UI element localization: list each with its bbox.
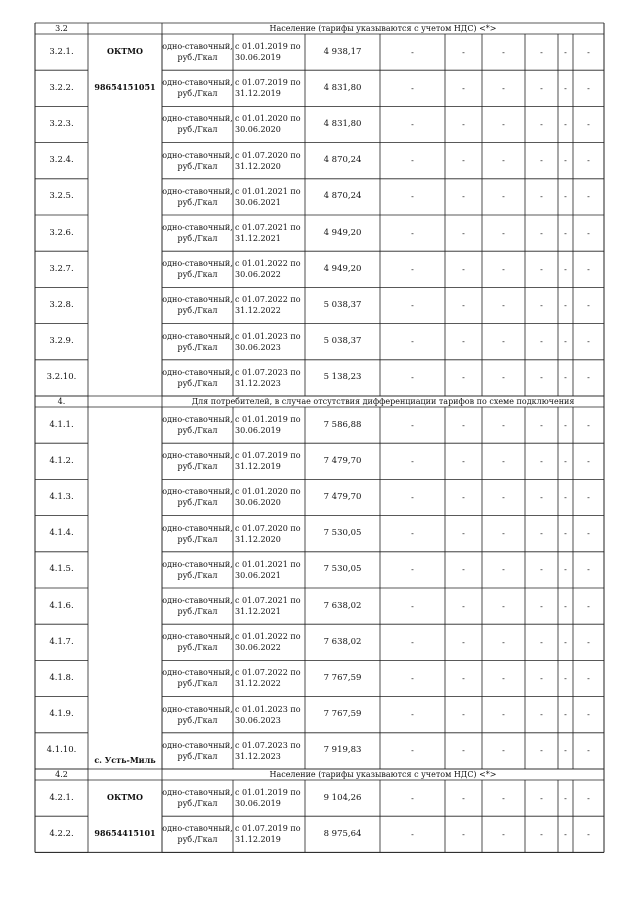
row-number: 3.2.7. (49, 263, 74, 274)
empty-value-dash: - (411, 829, 414, 839)
unit-label: одно-ставочный, руб./Гкал (162, 632, 233, 653)
empty-value-dash: - (502, 373, 505, 383)
empty-value-dash: - (411, 83, 414, 93)
empty-value-dash: - (411, 710, 414, 720)
empty-value-dash: - (462, 746, 465, 756)
empty-value-dash: - (540, 47, 543, 57)
empty-value-dash: - (462, 529, 465, 539)
oktmo-label: ОКТМО (106, 791, 144, 802)
empty-value-dash: - (502, 492, 505, 502)
empty-value-dash: - (587, 119, 590, 129)
empty-value-dash: - (411, 420, 414, 430)
empty-value-dash: - (540, 264, 543, 274)
unit-label: одно-ставочный, руб./Гкал (162, 331, 233, 352)
empty-value-dash: - (564, 673, 567, 683)
empty-value-dash: - (502, 456, 505, 466)
unit-label: одно-ставочный, руб./Гкал (162, 451, 233, 472)
empty-value-dash: - (411, 637, 414, 647)
period-range: с 01.01.2021 по 30.06.2021 (235, 559, 301, 580)
unit-label: одно-ставочный, руб./Гкал (162, 78, 233, 99)
row-number: 4.1.1. (49, 419, 74, 430)
oktmo-label: ОКТМО (106, 45, 144, 56)
empty-value-dash: - (564, 829, 567, 839)
empty-value-dash: - (564, 456, 567, 466)
empty-value-dash: - (587, 746, 590, 756)
empty-value-dash: - (540, 300, 543, 310)
empty-value-dash: - (564, 793, 567, 803)
section-heading: Для потребителей, в случае отсутствия дифференциации тарифов по схеме подключения (191, 397, 575, 406)
period-range: с 01.01.2020 по 30.06.2020 (235, 114, 301, 135)
tariff-value: 4 870,24 (323, 191, 362, 202)
empty-value-dash: - (587, 373, 590, 383)
empty-value-dash: - (411, 300, 414, 310)
unit-label: одно-ставочный, руб./Гкал (162, 42, 233, 63)
tariff-value: 5 038,37 (323, 299, 362, 310)
empty-value-dash: - (540, 492, 543, 502)
empty-value-dash: - (502, 264, 505, 274)
tariff-value: 4 870,24 (323, 155, 362, 166)
row-number: 3.2.10. (46, 372, 77, 383)
unit-label: одно-ставочный, руб./Гкал (162, 223, 233, 244)
tariff-value: 9 104,26 (323, 792, 362, 803)
tariff-value: 7 479,70 (323, 491, 362, 502)
empty-value-dash: - (564, 264, 567, 274)
empty-value-dash: - (462, 47, 465, 57)
tariff-value: 4 831,80 (323, 118, 362, 129)
tariff-value: 7 638,02 (323, 636, 362, 647)
period-range: с 01.07.2022 по 31.12.2022 (235, 668, 301, 689)
empty-value-dash: - (462, 710, 465, 720)
unit-label: одно-ставочный, руб./Гкал (162, 295, 233, 316)
empty-value-dash: - (540, 710, 543, 720)
period-range: с 01.01.2023 по 30.06.2023 (235, 704, 301, 725)
empty-value-dash: - (540, 673, 543, 683)
empty-value-dash: - (540, 420, 543, 430)
period-range: с 01.07.2023 по 31.12.2023 (235, 367, 301, 388)
tariff-value: 4 949,20 (323, 227, 362, 238)
empty-value-dash: - (587, 192, 590, 202)
row-number: 4.1.6. (49, 600, 74, 611)
row-number: 3.2.5. (49, 191, 74, 202)
empty-value-dash: - (540, 337, 543, 347)
empty-value-dash: - (587, 47, 590, 57)
empty-value-dash: - (540, 746, 543, 756)
unit-label: одно-ставочный, руб./Гкал (162, 367, 233, 388)
empty-value-dash: - (564, 601, 567, 611)
unit-label: одно-ставочный, руб./Гкал (162, 740, 233, 761)
empty-value-dash: - (564, 300, 567, 310)
empty-value-dash: - (564, 373, 567, 383)
empty-value-dash: - (411, 529, 414, 539)
empty-value-dash: - (411, 264, 414, 274)
period-range: с 01.07.2019 по 31.12.2019 (235, 824, 301, 845)
section-code: 3.2 (55, 24, 68, 33)
row-number: 4.1.3. (49, 491, 74, 502)
empty-value-dash: - (587, 264, 590, 274)
tariff-value: 7 479,70 (323, 455, 362, 466)
empty-value-dash: - (540, 456, 543, 466)
tariff-value: 4 938,17 (323, 46, 362, 57)
empty-value-dash: - (502, 529, 505, 539)
empty-value-dash: - (587, 710, 590, 720)
empty-value-dash: - (462, 228, 465, 238)
section-code: 4. (57, 397, 66, 406)
tariff-value: 7 638,02 (323, 600, 362, 611)
empty-value-dash: - (411, 492, 414, 502)
section-heading: Население (тарифы указываются с учетом НДС) <*> (269, 770, 497, 779)
empty-value-dash: - (411, 228, 414, 238)
empty-value-dash: - (587, 456, 590, 466)
tariff-value: 7 767,59 (323, 709, 362, 720)
tariff-value: 4 949,20 (323, 263, 362, 274)
period-range: с 01.07.2019 по 31.12.2019 (235, 78, 301, 99)
empty-value-dash: - (462, 793, 465, 803)
empty-value-dash: - (462, 156, 465, 166)
empty-value-dash: - (564, 83, 567, 93)
empty-value-dash: - (564, 637, 567, 647)
row-number: 4.1.5. (49, 564, 74, 575)
empty-value-dash: - (411, 156, 414, 166)
empty-value-dash: - (587, 420, 590, 430)
row-number: 3.2.4. (49, 155, 74, 166)
empty-value-dash: - (411, 192, 414, 202)
row-number: 4.1.9. (49, 709, 74, 720)
empty-value-dash: - (411, 565, 414, 575)
empty-value-dash: - (462, 601, 465, 611)
tariff-value: 7 919,83 (323, 745, 362, 756)
tariff-value: 5 138,23 (323, 372, 362, 383)
empty-value-dash: - (587, 565, 590, 575)
empty-value-dash: - (462, 492, 465, 502)
empty-value-dash: - (540, 228, 543, 238)
empty-value-dash: - (411, 601, 414, 611)
empty-value-dash: - (411, 793, 414, 803)
empty-value-dash: - (540, 373, 543, 383)
period-range: с 01.07.2020 по 31.12.2020 (235, 150, 301, 171)
row-number: 3.2.9. (49, 336, 74, 347)
empty-value-dash: - (540, 637, 543, 647)
period-range: с 01.01.2019 по 30.06.2019 (235, 42, 301, 63)
row-number: 4.2.1. (49, 792, 74, 803)
empty-value-dash: - (462, 192, 465, 202)
period-range: с 01.07.2021 по 31.12.2021 (235, 223, 301, 244)
empty-value-dash: - (502, 710, 505, 720)
empty-value-dash: - (502, 637, 505, 647)
empty-value-dash: - (587, 793, 590, 803)
empty-value-dash: - (564, 337, 567, 347)
tariff-value: 7 530,05 (323, 564, 362, 575)
empty-value-dash: - (564, 47, 567, 57)
empty-value-dash: - (411, 746, 414, 756)
empty-value-dash: - (502, 793, 505, 803)
row-number: 4.1.10. (46, 745, 77, 756)
row-number: 4.2.2. (49, 828, 74, 839)
tariff-value: 4 831,80 (323, 82, 362, 93)
period-range: с 01.01.2020 по 30.06.2020 (235, 487, 301, 508)
unit-label: одно-ставочный, руб./Гкал (162, 186, 233, 207)
empty-value-dash: - (587, 601, 590, 611)
empty-value-dash: - (462, 673, 465, 683)
empty-value-dash: - (587, 300, 590, 310)
row-number: 3.2.3. (49, 118, 74, 129)
empty-value-dash: - (502, 337, 505, 347)
period-range: с 01.07.2023 по 31.12.2023 (235, 740, 301, 761)
period-range: с 01.01.2022 по 30.06.2022 (235, 259, 301, 280)
empty-value-dash: - (411, 47, 414, 57)
empty-value-dash: - (564, 228, 567, 238)
row-number: 3.2.1. (49, 46, 74, 57)
unit-label: одно-ставочный, руб./Гкал (162, 487, 233, 508)
empty-value-dash: - (564, 492, 567, 502)
oktmo-code: 98654415101 (94, 827, 156, 838)
empty-value-dash: - (502, 673, 505, 683)
row-number: 4.1.7. (49, 636, 74, 647)
empty-value-dash: - (462, 337, 465, 347)
empty-value-dash: - (587, 492, 590, 502)
unit-label: одно-ставочный, руб./Гкал (162, 150, 233, 171)
tariff-value: 8 975,64 (323, 828, 362, 839)
empty-value-dash: - (502, 119, 505, 129)
row-number: 4.1.2. (49, 455, 74, 466)
empty-value-dash: - (411, 456, 414, 466)
empty-value-dash: - (462, 119, 465, 129)
empty-value-dash: - (540, 565, 543, 575)
empty-value-dash: - (462, 456, 465, 466)
tariff-value: 7 767,59 (323, 672, 362, 683)
unit-label: одно-ставочный, руб./Гкал (162, 788, 233, 809)
row-number: 3.2.2. (49, 82, 74, 93)
unit-label: одно-ставочный, руб./Гкал (162, 415, 233, 436)
empty-value-dash: - (540, 192, 543, 202)
empty-value-dash: - (540, 119, 543, 129)
unit-label: одно-ставочный, руб./Гкал (162, 668, 233, 689)
period-range: с 01.07.2022 по 31.12.2022 (235, 295, 301, 316)
empty-value-dash: - (462, 420, 465, 430)
period-range: с 01.07.2020 по 31.12.2020 (235, 523, 301, 544)
empty-value-dash: - (564, 192, 567, 202)
empty-value-dash: - (502, 192, 505, 202)
tariff-value: 7 530,05 (323, 528, 362, 539)
period-range: с 01.07.2021 по 31.12.2021 (235, 596, 301, 617)
empty-value-dash: - (411, 337, 414, 347)
empty-value-dash: - (462, 829, 465, 839)
unit-label: одно-ставочный, руб./Гкал (162, 596, 233, 617)
unit-label: одно-ставочный, руб./Гкал (162, 824, 233, 845)
unit-label: одно-ставочный, руб./Гкал (162, 259, 233, 280)
row-number: 3.2.8. (49, 299, 74, 310)
empty-value-dash: - (564, 529, 567, 539)
period-range: с 01.01.2019 по 30.06.2019 (235, 788, 301, 809)
empty-value-dash: - (587, 337, 590, 347)
empty-value-dash: - (564, 565, 567, 575)
row-number: 4.1.8. (49, 672, 74, 683)
period-range: с 01.01.2019 по 30.06.2019 (235, 415, 301, 436)
unit-label: одно-ставочный, руб./Гкал (162, 523, 233, 544)
tariff-value: 7 586,88 (323, 419, 362, 430)
empty-value-dash: - (587, 637, 590, 647)
period-range: с 01.01.2023 по 30.06.2023 (235, 331, 301, 352)
empty-value-dash: - (462, 637, 465, 647)
empty-value-dash: - (587, 673, 590, 683)
empty-value-dash: - (587, 228, 590, 238)
empty-value-dash: - (462, 300, 465, 310)
empty-value-dash: - (564, 156, 567, 166)
empty-value-dash: - (564, 420, 567, 430)
empty-value-dash: - (540, 829, 543, 839)
empty-value-dash: - (411, 673, 414, 683)
empty-value-dash: - (587, 829, 590, 839)
period-range: с 01.07.2019 по 31.12.2019 (235, 451, 301, 472)
empty-value-dash: - (587, 83, 590, 93)
empty-value-dash: - (462, 83, 465, 93)
empty-value-dash: - (502, 83, 505, 93)
empty-value-dash: - (502, 47, 505, 57)
empty-value-dash: - (462, 264, 465, 274)
empty-value-dash: - (462, 565, 465, 575)
empty-value-dash: - (564, 710, 567, 720)
empty-value-dash: - (540, 529, 543, 539)
tariff-value: 5 038,37 (323, 336, 362, 347)
section-heading: Население (тарифы указываются с учетом НДС) <*> (269, 24, 497, 33)
unit-label: одно-ставочный, руб./Гкал (162, 704, 233, 725)
empty-value-dash: - (502, 228, 505, 238)
period-range: с 01.01.2021 по 30.06.2021 (235, 186, 301, 207)
empty-value-dash: - (411, 373, 414, 383)
empty-value-dash: - (587, 156, 590, 166)
empty-value-dash: - (564, 119, 567, 129)
empty-value-dash: - (502, 746, 505, 756)
unit-label: одно-ставочный, руб./Гкал (162, 114, 233, 135)
empty-value-dash: - (502, 565, 505, 575)
empty-value-dash: - (587, 529, 590, 539)
period-range: с 01.01.2022 по 30.06.2022 (235, 632, 301, 653)
empty-value-dash: - (540, 83, 543, 93)
settlement-name: с. Усть-Миль (94, 754, 156, 765)
row-number: 4.1.4. (49, 528, 74, 539)
empty-value-dash: - (540, 601, 543, 611)
section-code: 4.2 (55, 770, 68, 779)
unit-label: одно-ставочный, руб./Гкал (162, 559, 233, 580)
empty-value-dash: - (411, 119, 414, 129)
empty-value-dash: - (502, 420, 505, 430)
empty-value-dash: - (540, 156, 543, 166)
empty-value-dash: - (502, 829, 505, 839)
row-number: 3.2.6. (49, 227, 74, 238)
empty-value-dash: - (502, 156, 505, 166)
empty-value-dash: - (462, 373, 465, 383)
empty-value-dash: - (502, 300, 505, 310)
empty-value-dash: - (502, 601, 505, 611)
empty-value-dash: - (540, 793, 543, 803)
empty-value-dash: - (564, 746, 567, 756)
oktmo-code: 98654151051 (94, 81, 156, 92)
